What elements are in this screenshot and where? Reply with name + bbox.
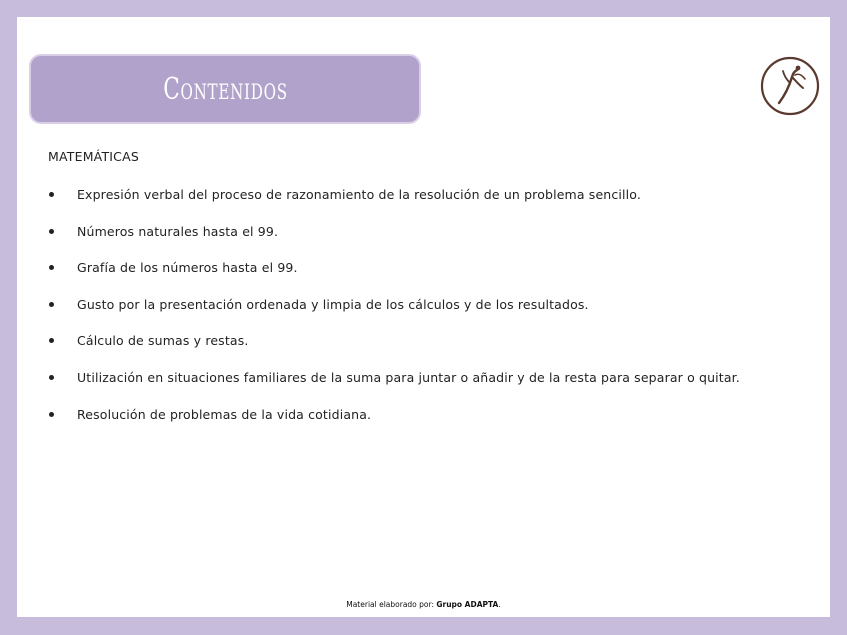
list-item-text: Cálculo de sumas y restas. — [77, 333, 249, 349]
dancer-logo-icon — [759, 55, 821, 117]
bullet-icon — [49, 229, 54, 234]
list-item-text: Resolución de problemas de la vida cotidiana. — [77, 406, 372, 422]
bullet-icon — [49, 265, 54, 270]
list-item-text: Grafía de los números hasta el 99. — [77, 260, 298, 276]
footer-prefix: Material elaborado por: — [346, 600, 437, 609]
slide-page — [17, 17, 830, 617]
list-item-text: Expresión verbal del proceso de razonamiento de la resolución de un problema sencillo. — [77, 187, 641, 202]
footer-suffix: . — [498, 600, 501, 609]
bullet-icon — [49, 302, 54, 307]
page-title: Contenidos — [162, 71, 288, 107]
footer-credit — [17, 600, 830, 609]
list-item-text: Números naturales hasta el 99. — [77, 223, 279, 239]
bullet-icon — [49, 375, 54, 380]
bullet-icon — [49, 412, 54, 417]
title-banner — [29, 54, 421, 124]
footer-author: Grupo ADAPTA — [436, 600, 499, 609]
list-item-text: Gusto por la presentación ordenada y limpia de los cálculos y de los resultados. — [77, 296, 589, 312]
list-item-text: Utilización en situaciones familiares de la suma para juntar o añadir y de la resta para separar o quitar. — [77, 369, 740, 385]
bullet-icon — [49, 192, 54, 197]
subject-heading: MATEMÁTICAS — [48, 149, 140, 164]
bullet-icon — [49, 338, 54, 343]
